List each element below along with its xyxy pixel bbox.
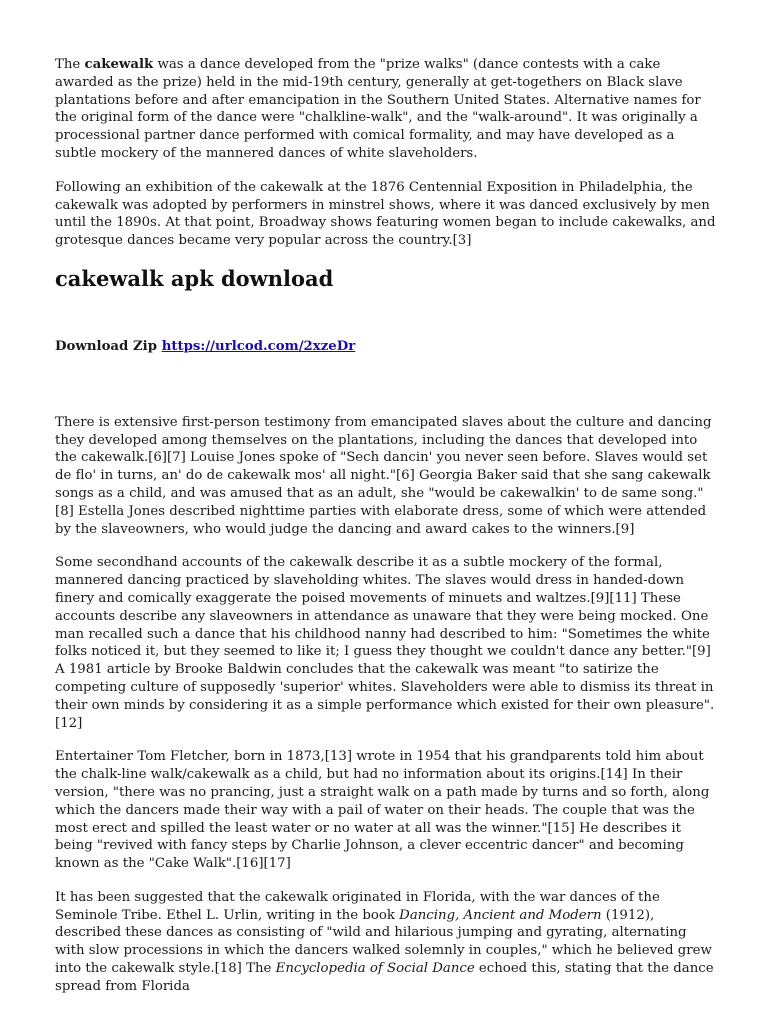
download-link[interactable]: https://urlcod.com/2xzeDr bbox=[161, 338, 356, 354]
paragraph-intro: The cakewalk was a dance developed from the "prize walks" (dance contests with a cake awarded as the prize) held in the mid-19th century, generally at get-togethers on Black slave plantations before and after emancipation in the Southern United States. Alternative names for the original form of the dance were "chalkline-walk", and the "walk-around". It was originally a processional partner dance performed with comical formality, and may have developed as a subtle mockery of the mannered dances of white slaveholders. bbox=[55, 57, 701, 161]
book-title: Dancing, Ancient and Modern bbox=[399, 907, 602, 923]
paragraph-florida: It has been suggested that the cakewalk originated in Florida, with the war dances of the Seminole Tribe. Ethel L. Urlin, writing in the book Dancing, Ancient and Modern (1912), described these dances as consisting of "wild and hilarious jumping and gyrating, alternating with slow processions in which the dancers walked solemnly in couples," which he believed grew into the cakewalk style.[18] The Encyclopedia of Social Dance echoed this, stating that the dance spread from Florida bbox=[55, 889, 714, 994]
paragraph-testimony: There is extensive first-person testimony from emancipated slaves about the culture and dancing they developed among themselves on the plantations, including the dances that developed into the cakewalk.[6][7] Louise Jones spoke of "Sech dancin' you never seen before. Slaves would set de flo' in turns, an' do de cakewalk mos' all night."[6] Georgia Baker said that she sang cakewalk songs as a child, and was amused that as an adult, she "would be cakewalkin' to de same song."[8] Estella Jones described nighttime parties with elaborate dress, some of which were attended by the slaveowners, who would judge the dancing and award cakes to the winners.[9] bbox=[55, 414, 712, 537]
download-label: Download Zip bbox=[55, 338, 158, 354]
paragraph-fletcher: Entertainer Tom Fletcher, born in 1873,[13] wrote in 1954 that his grandparents told him about the chalk-line walk/cakewalk as a child, but had no information about its origins.[14] In their version, "there was no prancing, just a straight walk on a path made by turns and so forth, along which the dancers made their way with a pail of water on their heads. The couple that was the most erect and spilled the least water or no water at all was the winner."[15] He describes it being "revived with fancy steps by Charlie Johnson, a clever eccentric dancer" and becoming known as the "Cake Walk".[16][17] bbox=[55, 749, 710, 872]
download-row bbox=[55, 338, 720, 356]
article-body bbox=[55, 56, 720, 1012]
paragraph-exposition: Following an exhibition of the cakewalk at the 1876 Centennial Exposition in Philadelphia, the cakewalk was adopted by performers in minstrel shows, where it was danced exclusively by men until the 1890s. At that point, Broadway shows featuring women began to include cakewalks, and grotesque dances became very popular across the country.[3] bbox=[55, 179, 716, 249]
page-heading: cakewalk apk download bbox=[55, 265, 334, 291]
term-cakewalk: cakewalk bbox=[84, 57, 154, 72]
encyclopedia-title: Encyclopedia of Social Dance bbox=[275, 961, 475, 977]
paragraph-mockery: Some secondhand accounts of the cakewalk describe it as a subtle mockery of the formal, mannered dancing practiced by slaveholding whites. The slaves would dress in handed-down finery and comically exaggerate the poised movements of minuets and waltzes.[9][11] These accounts describe any slaveowners in attendance as unaware that they were being mocked. One man recalled such a dance that his childhood nanny had described to him: "Sometimes the white folks noticed it, but they seemed to like it; I guess they thought we couldn't dance any better."[9] A 1981 article by Brooke Baldwin concludes that the cakewalk was meant "to satirize the competing culture of supposedly 'superior' whites. Slaveholders were able to dismiss its threat in their own minds by considering it as a simple performance which existed for their own pleasure".[12] bbox=[55, 555, 715, 731]
